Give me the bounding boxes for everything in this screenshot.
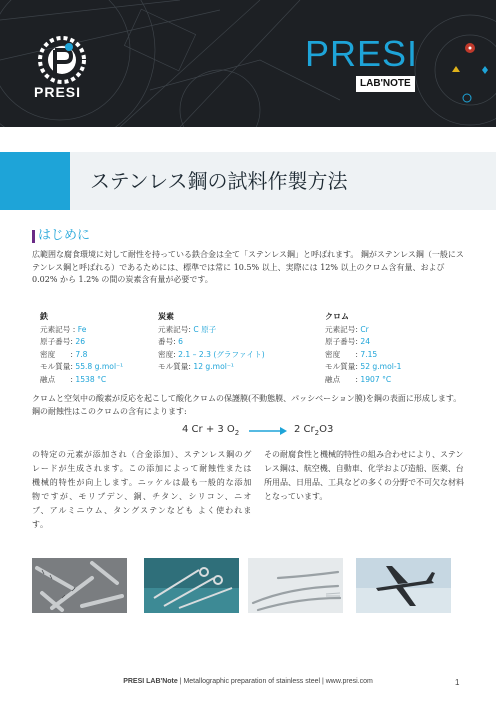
logo-wordmark: PRESI	[34, 84, 82, 100]
element-row: 原子番号: 26	[40, 337, 86, 346]
element-row: モル質量: 52 g.mol-1	[325, 362, 402, 371]
element-row: モル質量: 12 g.mol⁻¹	[158, 362, 234, 371]
surgical-instruments-photo	[144, 558, 239, 613]
header-side-icons	[442, 36, 496, 116]
element-row: 密度 : 7.8	[40, 349, 88, 359]
screws-photo	[32, 558, 127, 613]
page-number: 1	[455, 678, 460, 687]
equation-right: 2 $Cr_2O3$	[294, 424, 334, 437]
element-row: 元素記号 : Fe	[40, 324, 87, 334]
chemical-equation	[0, 424, 496, 442]
element-name: クロム	[325, 312, 349, 321]
element-iron	[40, 311, 123, 386]
element-row: 元素記号: C 原子	[158, 324, 217, 334]
intro-paragraph: 広範囲な腐食環境に対して耐性を持っている鉄合金は全て「ステンレス鋼」と呼ばれます。 鋼がステンレス鋼（一般にステンレス鋼と呼ばれる）であるためには、標準では常に 10.5% 以上、実際には 12% 以上のクロム含有量、および 0.02% から 1.2% の間の炭素含有量が必要です。	[32, 250, 464, 284]
header-banner	[0, 0, 496, 127]
page-title: ステンレス鋼の試料作製方法	[90, 169, 348, 193]
element-row: 番号: 6	[158, 337, 184, 346]
section-marker	[32, 230, 35, 243]
footer-text: | Metallographic preparation of stainless steel | www.presi.com	[177, 678, 373, 685]
element-row: 原子番号: 24	[325, 337, 371, 346]
element-row: 密度 : 7.15	[325, 349, 378, 359]
airplane-photo	[356, 558, 451, 613]
element-row: 融点 : 1538 °C	[40, 374, 107, 384]
labnote-badge: LAB'NOTE	[356, 76, 415, 92]
element-chromium	[325, 311, 401, 386]
alloy-paragraph: の特定の元素が添加され（合金添加）、ステンレス鋼のグレードが生成されます。この添加によって耐蝕性または機械的特性が向上します。ニッケルは最も一般的な添加物ですが、モリブデン、銅、チタン、シリコン、ニオブ、アルミニウム、タングステンなども よく使われます。	[32, 450, 252, 529]
cutlery-photo	[248, 558, 343, 613]
chromium-oxide-paragraph: クロムと空気中の酸素が反応を起こして酸化クロムの保護膜(不動態膜、パッシベーション膜)を鋼の表面に形成します。鋼の耐蝕性はこのクロムの含有によります:	[32, 394, 462, 416]
brand-title: PRESI	[305, 33, 419, 74]
element-row: 元素記号: Cr	[325, 324, 369, 334]
footer-brand: PRESI LAB'Note	[123, 678, 178, 685]
section-heading: はじめに	[38, 228, 91, 243]
footer	[0, 678, 496, 685]
element-row: 密度: 2.1 – 2.3 (グラファイト)	[158, 349, 265, 359]
target-icon	[463, 94, 471, 102]
arrow-right-icon	[249, 427, 287, 435]
applications-paragraph: その耐腐食性と機械的特性の組み合わせにより、ステンレス鋼は、航空機、自動車、化学および造船、医薬、台所用品、日用品、工具などの多くの分野で不可欠な材料となっています。	[264, 450, 464, 501]
warning-triangle-icon	[452, 66, 460, 72]
equation-left: 4 Cr + 3 $O_2$	[182, 424, 240, 437]
element-name: 鉄	[40, 312, 48, 321]
title-accent-block	[0, 152, 70, 210]
element-row: モル質量: 55.8 g.mol⁻¹	[40, 362, 124, 371]
element-name: 炭素	[158, 312, 174, 321]
element-row: 融点 : 1907 °C	[325, 374, 392, 384]
diamond-icon	[482, 66, 488, 74]
element-carbon	[158, 311, 265, 374]
